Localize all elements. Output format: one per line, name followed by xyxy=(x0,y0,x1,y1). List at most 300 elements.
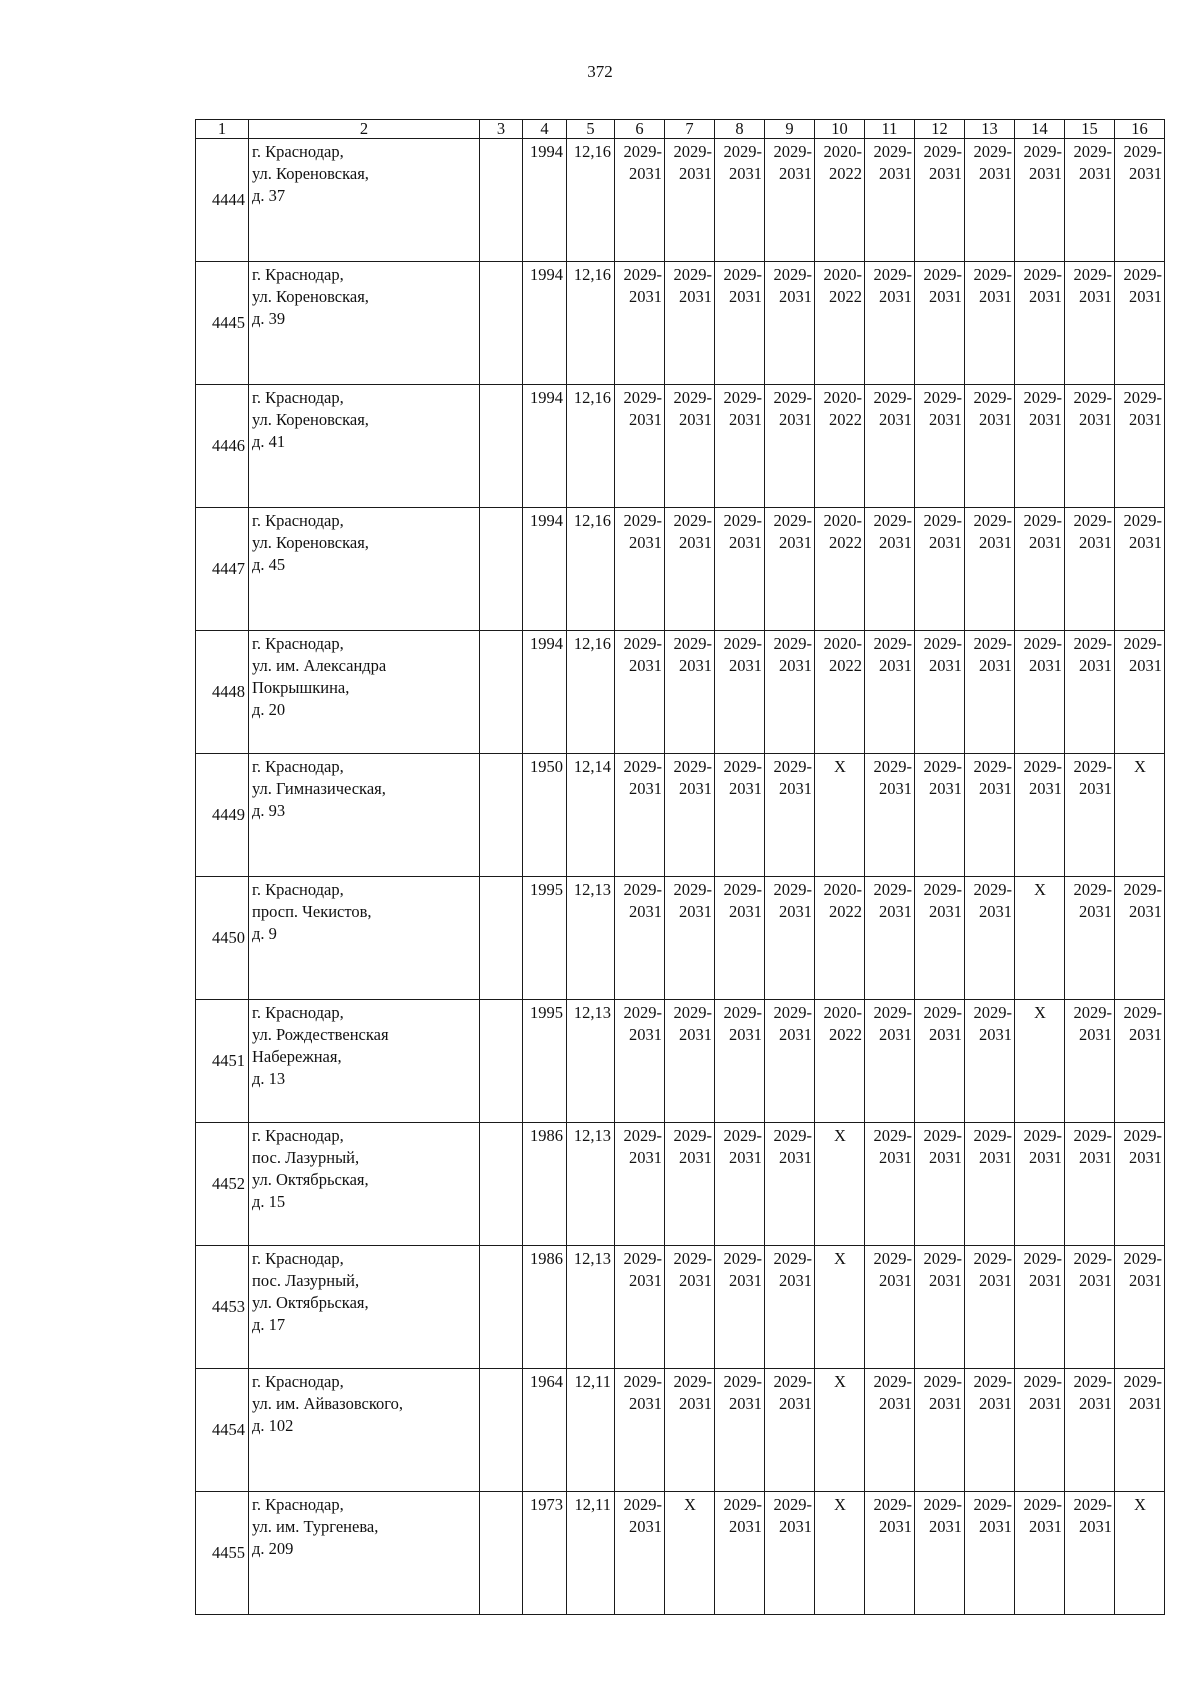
period-line: 2031 xyxy=(1129,164,1162,183)
address-line: ул. Гимназическая, xyxy=(252,779,386,798)
period-line: 2031 xyxy=(879,410,912,429)
period-line: 2029- xyxy=(1123,880,1162,899)
period-cell xyxy=(715,508,765,631)
period-line: 2029- xyxy=(673,1372,712,1391)
period-line: 2029- xyxy=(773,388,812,407)
period-cell xyxy=(765,508,815,631)
year-cell: 1994 xyxy=(523,631,567,754)
period-line: 2029- xyxy=(1073,1495,1112,1514)
period-line: 2022 xyxy=(829,656,862,675)
period-line: 2029- xyxy=(623,1003,662,1022)
address-line: ул. Кореновская, xyxy=(252,533,369,552)
table-row xyxy=(196,1369,1165,1492)
period-line: 2029- xyxy=(1023,634,1062,653)
table-body xyxy=(196,120,1165,1615)
period-line: 2031 xyxy=(629,287,662,306)
period-line: 2029- xyxy=(623,757,662,776)
period-line: 2029- xyxy=(1023,142,1062,161)
period-line: 2029- xyxy=(923,265,962,284)
period-line: 2029- xyxy=(1123,634,1162,653)
address-line: ул. Октябрьская, xyxy=(252,1293,369,1312)
period-line: 2029- xyxy=(1123,1003,1162,1022)
period-line: 2031 xyxy=(729,287,762,306)
period-cell xyxy=(965,1492,1015,1615)
period-line: 2029- xyxy=(673,388,712,407)
period-line: 2029- xyxy=(873,1372,912,1391)
period-line: 2031 xyxy=(679,1394,712,1413)
address-cell xyxy=(249,754,480,877)
period-line: 2031 xyxy=(1029,1148,1062,1167)
period-cell xyxy=(765,139,815,262)
address-line: г. Краснодар, xyxy=(252,1003,344,1022)
address-line: д. 9 xyxy=(252,924,277,943)
period-line: 2029- xyxy=(973,1372,1012,1391)
period-cell xyxy=(765,1492,815,1615)
value-cell: 12,13 xyxy=(567,1123,615,1246)
table-row xyxy=(196,385,1165,508)
address-line: г. Краснодар, xyxy=(252,634,344,653)
value-cell: 12,16 xyxy=(567,262,615,385)
period-cell xyxy=(665,1369,715,1492)
period-line: 2031 xyxy=(679,1148,712,1167)
period-cell xyxy=(1115,1492,1165,1615)
period-line: 2031 xyxy=(1029,287,1062,306)
address-line: ул. им. Айвазовского, xyxy=(252,1394,404,1413)
period-line: 2029- xyxy=(973,388,1012,407)
period-line: 2029- xyxy=(623,511,662,530)
period-cell xyxy=(1015,508,1065,631)
period-line: 2031 xyxy=(729,779,762,798)
period-cell xyxy=(1065,1369,1115,1492)
column-3-cell xyxy=(480,508,523,631)
period-cell xyxy=(1115,631,1165,754)
period-line: 2029- xyxy=(623,388,662,407)
period-cell xyxy=(915,262,965,385)
period-cell xyxy=(615,754,665,877)
period-cell xyxy=(1065,754,1115,877)
period-line: 2029- xyxy=(923,634,962,653)
value-cell: 12,16 xyxy=(567,508,615,631)
period-cell xyxy=(615,1000,665,1123)
period-line: 2029- xyxy=(973,1249,1012,1268)
period-line: 2022 xyxy=(829,164,862,183)
period-cell xyxy=(1065,1246,1115,1369)
period-cell xyxy=(615,1369,665,1492)
period-line: 2031 xyxy=(1029,1394,1062,1413)
period-line: 2031 xyxy=(879,1517,912,1536)
period-line: 2031 xyxy=(629,1148,662,1167)
period-line: 2029- xyxy=(923,1495,962,1514)
period-cell xyxy=(665,1246,715,1369)
address-line: г. Краснодар, xyxy=(252,388,344,407)
column-3-cell xyxy=(480,631,523,754)
period-cell xyxy=(1065,1492,1115,1615)
period-line: 2031 xyxy=(1129,1271,1162,1290)
period-cell xyxy=(1115,385,1165,508)
column-header: 12 xyxy=(915,120,965,139)
period-line: 2031 xyxy=(629,1517,662,1536)
not-applicable-mark: X xyxy=(834,1495,846,1514)
period-line: 2029- xyxy=(1073,142,1112,161)
period-cell xyxy=(865,139,915,262)
address-line: пос. Лазурный, xyxy=(252,1148,360,1167)
period-cell xyxy=(865,1123,915,1246)
period-line: 2031 xyxy=(929,1517,962,1536)
period-cell xyxy=(965,139,1015,262)
year-cell: 1973 xyxy=(523,1492,567,1615)
address-line: ул. Кореновская, xyxy=(252,164,369,183)
address-line: г. Краснодар, xyxy=(252,142,344,161)
period-cell xyxy=(615,1492,665,1615)
not-applicable-mark: X xyxy=(1034,880,1046,899)
period-line: 2029- xyxy=(723,388,762,407)
period-line: 2029- xyxy=(1123,142,1162,161)
period-line: 2031 xyxy=(879,779,912,798)
period-line: 2029- xyxy=(1123,1126,1162,1145)
period-line: 2029- xyxy=(923,388,962,407)
period-cell xyxy=(1065,262,1115,385)
period-line: 2029- xyxy=(1023,265,1062,284)
period-line: 2031 xyxy=(729,1517,762,1536)
period-line: 2029- xyxy=(673,1003,712,1022)
period-line: 2029- xyxy=(773,1495,812,1514)
year-cell: 1986 xyxy=(523,1246,567,1369)
period-cell xyxy=(765,262,815,385)
period-cell xyxy=(715,877,765,1000)
period-line: 2031 xyxy=(729,902,762,921)
year-cell: 1994 xyxy=(523,385,567,508)
period-line: 2031 xyxy=(729,410,762,429)
address-line: д. 102 xyxy=(252,1416,294,1435)
period-line: 2031 xyxy=(1029,779,1062,798)
period-cell xyxy=(915,754,965,877)
period-cell xyxy=(765,1000,815,1123)
period-cell xyxy=(715,1492,765,1615)
period-line: 2031 xyxy=(629,1025,662,1044)
period-line: 2031 xyxy=(1079,1271,1112,1290)
address-line: д. 37 xyxy=(252,186,286,205)
period-cell xyxy=(665,631,715,754)
period-line: 2029- xyxy=(1023,511,1062,530)
year-cell: 1994 xyxy=(523,139,567,262)
address-line: ул. Кореновская, xyxy=(252,287,369,306)
period-cell xyxy=(865,385,915,508)
period-line: 2029- xyxy=(723,265,762,284)
period-cell xyxy=(1065,385,1115,508)
period-line: 2029- xyxy=(623,1372,662,1391)
period-line: 2029- xyxy=(973,1126,1012,1145)
period-line: 2029- xyxy=(723,1372,762,1391)
value-cell: 12,11 xyxy=(567,1369,615,1492)
address-cell xyxy=(249,385,480,508)
period-line: 2029- xyxy=(673,511,712,530)
period-cell xyxy=(765,1369,815,1492)
period-cell xyxy=(715,1123,765,1246)
column-3-cell xyxy=(480,1492,523,1615)
period-cell xyxy=(965,508,1015,631)
row-number: 4446 xyxy=(196,385,249,508)
period-line: 2029- xyxy=(773,1372,812,1391)
period-line: 2029- xyxy=(873,1003,912,1022)
period-cell xyxy=(865,1492,915,1615)
period-cell xyxy=(815,1369,865,1492)
period-cell xyxy=(1115,877,1165,1000)
period-line: 2031 xyxy=(879,1025,912,1044)
period-line: 2029- xyxy=(723,1249,762,1268)
period-cell xyxy=(665,1123,715,1246)
period-cell xyxy=(815,1246,865,1369)
period-line: 2031 xyxy=(629,902,662,921)
period-cell xyxy=(665,1492,715,1615)
period-line: 2029- xyxy=(1073,880,1112,899)
period-line: 2029- xyxy=(923,1249,962,1268)
period-cell xyxy=(765,1123,815,1246)
period-cell xyxy=(665,262,715,385)
period-cell xyxy=(915,1369,965,1492)
period-cell xyxy=(715,1000,765,1123)
period-line: 2031 xyxy=(679,410,712,429)
value-cell: 12,14 xyxy=(567,754,615,877)
period-cell xyxy=(915,1123,965,1246)
period-line: 2029- xyxy=(723,511,762,530)
period-cell xyxy=(1115,139,1165,262)
period-cell xyxy=(765,631,815,754)
period-line: 2031 xyxy=(979,533,1012,552)
period-line: 2031 xyxy=(679,656,712,675)
period-line: 2029- xyxy=(873,880,912,899)
period-cell xyxy=(615,631,665,754)
period-line: 2029- xyxy=(923,880,962,899)
period-line: 2029- xyxy=(1023,1249,1062,1268)
period-cell xyxy=(1065,877,1115,1000)
column-3-cell xyxy=(480,139,523,262)
column-header: 5 xyxy=(567,120,615,139)
period-cell xyxy=(1115,508,1165,631)
period-cell xyxy=(715,385,765,508)
address-line: г. Краснодар, xyxy=(252,757,344,776)
not-applicable-mark: X xyxy=(1134,1495,1146,1514)
period-line: 2031 xyxy=(679,287,712,306)
period-cell xyxy=(615,385,665,508)
row-number: 4453 xyxy=(196,1246,249,1369)
period-line: 2029- xyxy=(623,1126,662,1145)
address-line: д. 39 xyxy=(252,309,286,328)
period-line: 2031 xyxy=(729,164,762,183)
period-line: 2029- xyxy=(1073,388,1112,407)
period-cell xyxy=(665,1000,715,1123)
period-line: 2031 xyxy=(1129,656,1162,675)
period-line: 2031 xyxy=(929,902,962,921)
period-line: 2029- xyxy=(923,1003,962,1022)
period-cell xyxy=(815,1492,865,1615)
period-line: 2029- xyxy=(623,1249,662,1268)
year-cell: 1986 xyxy=(523,1123,567,1246)
period-line: 2031 xyxy=(729,1394,762,1413)
period-line: 2029- xyxy=(1023,1495,1062,1514)
period-cell xyxy=(865,1000,915,1123)
period-line: 2031 xyxy=(779,287,812,306)
period-cell xyxy=(1065,508,1115,631)
period-line: 2031 xyxy=(979,1271,1012,1290)
row-number: 4445 xyxy=(196,262,249,385)
period-cell xyxy=(715,1246,765,1369)
period-cell xyxy=(715,631,765,754)
period-line: 2031 xyxy=(1079,287,1112,306)
table-row xyxy=(196,139,1165,262)
period-cell xyxy=(765,1246,815,1369)
period-line: 2031 xyxy=(679,533,712,552)
period-line: 2029- xyxy=(623,880,662,899)
address-line: д. 17 xyxy=(252,1315,286,1334)
period-cell xyxy=(615,1123,665,1246)
period-line: 2029- xyxy=(923,1126,962,1145)
period-line: 2029- xyxy=(723,142,762,161)
period-cell xyxy=(765,754,815,877)
year-cell: 1950 xyxy=(523,754,567,877)
address-line: ул. Октябрьская, xyxy=(252,1170,369,1189)
period-line: 2020- xyxy=(823,142,862,161)
period-cell xyxy=(915,1000,965,1123)
period-cell xyxy=(865,1246,915,1369)
period-line: 2029- xyxy=(773,511,812,530)
column-header: 9 xyxy=(765,120,815,139)
column-header: 1 xyxy=(196,120,249,139)
address-line: д. 93 xyxy=(252,801,286,820)
period-cell xyxy=(1015,262,1065,385)
period-line: 2022 xyxy=(829,1025,862,1044)
address-line: Набережная, xyxy=(252,1047,342,1066)
table-row xyxy=(196,262,1165,385)
period-cell xyxy=(1015,877,1065,1000)
address-line: д. 41 xyxy=(252,432,286,451)
period-line: 2031 xyxy=(929,287,962,306)
address-line: д. 13 xyxy=(252,1069,286,1088)
period-line: 2031 xyxy=(679,164,712,183)
address-line: г. Краснодар, xyxy=(252,265,344,284)
period-line: 2022 xyxy=(829,533,862,552)
period-cell xyxy=(615,139,665,262)
period-cell xyxy=(865,754,915,877)
column-3-cell xyxy=(480,1123,523,1246)
period-line: 2031 xyxy=(1079,1394,1112,1413)
period-cell xyxy=(1015,1246,1065,1369)
period-line: 2029- xyxy=(1123,1372,1162,1391)
value-cell: 12,16 xyxy=(567,139,615,262)
period-line: 2031 xyxy=(729,656,762,675)
column-3-cell xyxy=(480,1246,523,1369)
row-number: 4444 xyxy=(196,139,249,262)
period-line: 2031 xyxy=(929,533,962,552)
period-cell xyxy=(1015,1000,1065,1123)
period-line: 2031 xyxy=(779,1517,812,1536)
period-line: 2031 xyxy=(1129,1025,1162,1044)
column-header: 7 xyxy=(665,120,715,139)
address-line: пос. Лазурный, xyxy=(252,1271,360,1290)
address-line: ул. Кореновская, xyxy=(252,410,369,429)
period-line: 2029- xyxy=(1023,388,1062,407)
period-line: 2031 xyxy=(979,779,1012,798)
period-line: 2029- xyxy=(973,142,1012,161)
period-line: 2031 xyxy=(1029,164,1062,183)
column-header: 13 xyxy=(965,120,1015,139)
period-line: 2031 xyxy=(779,533,812,552)
period-cell xyxy=(1065,1123,1115,1246)
column-header: 10 xyxy=(815,120,865,139)
period-line: 2029- xyxy=(773,880,812,899)
period-cell xyxy=(815,1123,865,1246)
row-number: 4449 xyxy=(196,754,249,877)
period-line: 2029- xyxy=(1023,757,1062,776)
table-row xyxy=(196,1000,1165,1123)
column-header: 14 xyxy=(1015,120,1065,139)
period-line: 2029- xyxy=(1123,388,1162,407)
period-line: 2029- xyxy=(623,142,662,161)
period-line: 2020- xyxy=(823,511,862,530)
period-cell xyxy=(665,877,715,1000)
table-row xyxy=(196,877,1165,1000)
period-line: 2031 xyxy=(1079,410,1112,429)
period-line: 2029- xyxy=(723,634,762,653)
period-line: 2031 xyxy=(1129,902,1162,921)
period-line: 2031 xyxy=(1129,1148,1162,1167)
table-row xyxy=(196,631,1165,754)
period-line: 2029- xyxy=(973,265,1012,284)
row-number: 4455 xyxy=(196,1492,249,1615)
period-line: 2031 xyxy=(629,410,662,429)
period-line: 2029- xyxy=(673,1126,712,1145)
period-line: 2031 xyxy=(629,1394,662,1413)
period-cell xyxy=(715,262,765,385)
period-cell xyxy=(1015,385,1065,508)
period-cell xyxy=(765,877,815,1000)
period-cell xyxy=(915,139,965,262)
period-line: 2031 xyxy=(1079,1148,1112,1167)
address-line: д. 45 xyxy=(252,555,286,574)
period-line: 2029- xyxy=(1073,757,1112,776)
period-cell xyxy=(615,877,665,1000)
period-line: 2031 xyxy=(779,410,812,429)
period-line: 2031 xyxy=(1129,1394,1162,1413)
period-line: 2029- xyxy=(773,142,812,161)
period-cell xyxy=(1065,1000,1115,1123)
period-cell xyxy=(915,385,965,508)
period-cell xyxy=(1115,1000,1165,1123)
address-line: г. Краснодар, xyxy=(252,1126,344,1145)
period-line: 2029- xyxy=(1073,1249,1112,1268)
value-cell: 12,13 xyxy=(567,877,615,1000)
table-row xyxy=(196,508,1165,631)
period-cell xyxy=(915,1492,965,1615)
period-cell xyxy=(1015,1123,1065,1246)
address-cell xyxy=(249,877,480,1000)
period-line: 2029- xyxy=(1073,1372,1112,1391)
year-cell: 1995 xyxy=(523,1000,567,1123)
period-line: 2031 xyxy=(979,164,1012,183)
period-line: 2029- xyxy=(973,1495,1012,1514)
period-line: 2031 xyxy=(1079,779,1112,798)
period-cell xyxy=(965,631,1015,754)
column-3-cell xyxy=(480,262,523,385)
period-cell xyxy=(815,754,865,877)
column-3-cell xyxy=(480,877,523,1000)
value-cell: 12,13 xyxy=(567,1000,615,1123)
period-line: 2029- xyxy=(973,757,1012,776)
value-cell: 12,13 xyxy=(567,1246,615,1369)
period-cell xyxy=(1115,1246,1165,1369)
period-cell xyxy=(915,877,965,1000)
period-line: 2029- xyxy=(773,1126,812,1145)
period-line: 2031 xyxy=(979,410,1012,429)
